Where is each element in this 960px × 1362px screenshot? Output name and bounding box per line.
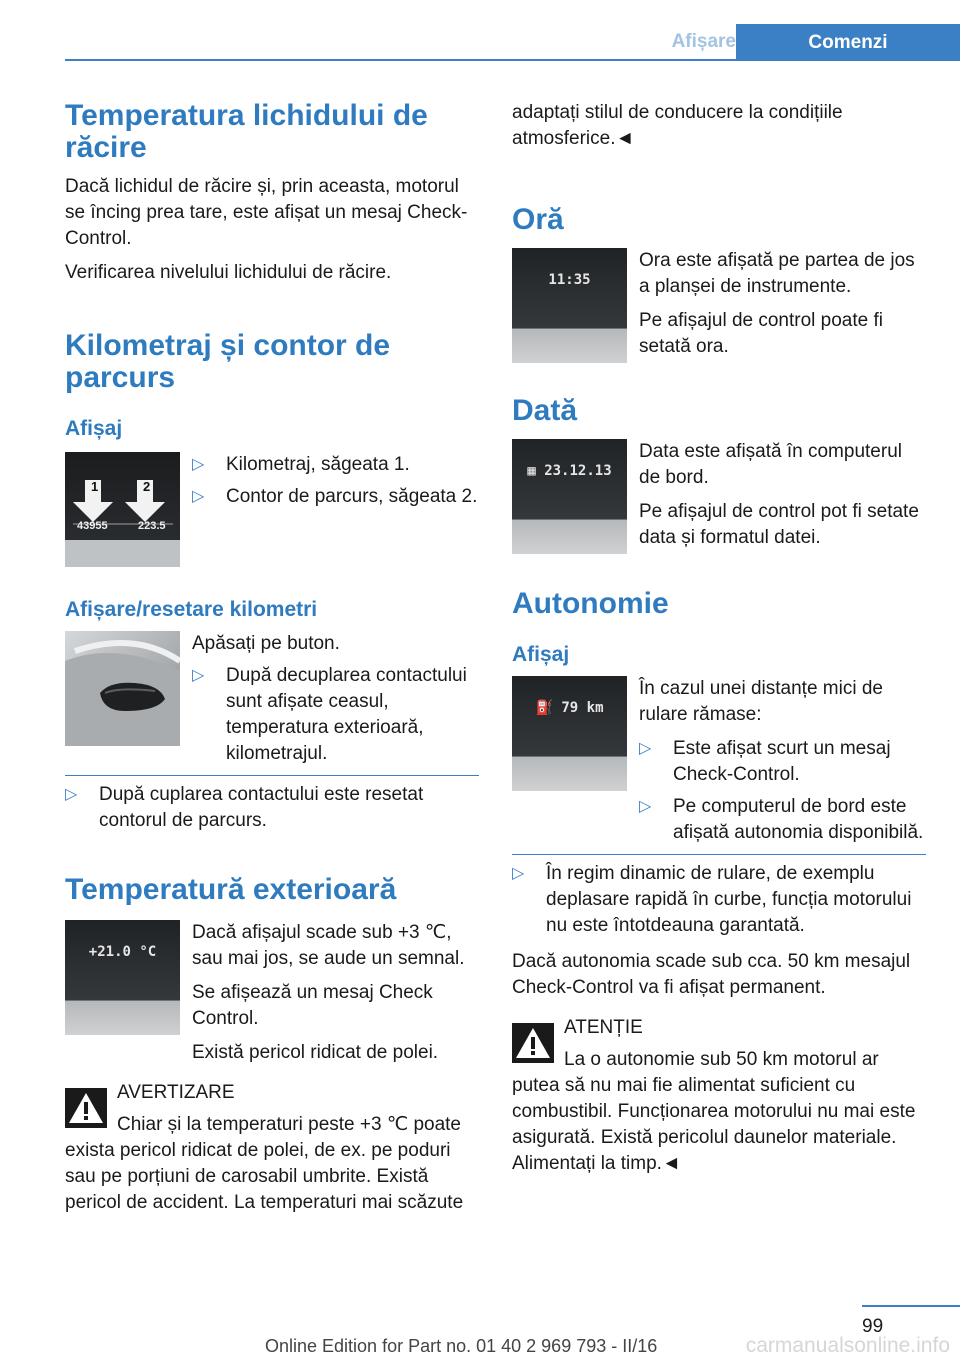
odometer-reset-separator <box>65 775 479 834</box>
odometer-image <box>65 452 180 567</box>
range-list-wide <box>512 861 926 939</box>
date-screen-text: ▦ 23.12.13 <box>527 463 612 479</box>
odometer-reset-p1: Apăsați pe buton. <box>192 633 340 654</box>
page-number: 99 <box>862 1316 884 1337</box>
time-screen <box>512 248 627 363</box>
range-title: Autonomie <box>512 587 669 620</box>
date-title: Dată <box>512 394 578 427</box>
range-separator <box>512 854 926 939</box>
bullet-triangle-icon: ▷ <box>512 865 525 882</box>
odometer-reset-list-wide <box>65 782 479 834</box>
list-item: ▷ Contor de parcurs, săgeata 2. <box>192 484 479 510</box>
outside-temp-row <box>65 920 479 1066</box>
left-column <box>65 100 479 1216</box>
range-p2: Dacă autonomia scade sub cca. 50 km mesajul Check-Control va fi afișat permanent. <box>512 951 911 998</box>
page-header <box>65 24 960 61</box>
odometer-image-total: 43955 <box>77 520 108 532</box>
footer-rule <box>862 1305 960 1307</box>
list-item: ▷ Este afișat scurt un mesaj Check-Control. <box>639 738 891 785</box>
time-p2: Pe afișajul de control poate fi setată ora. <box>639 310 883 357</box>
odometer-image-arrow-2: 2 <box>143 479 151 494</box>
time-row <box>512 248 926 363</box>
reset-button-image <box>65 631 180 746</box>
edition-text: Online Edition for Part no. 01 40 2 969 793 - II/16 <box>265 1336 658 1356</box>
odometer-display-list <box>192 452 479 510</box>
outside-temp-p2: Se afișează un mesaj Check Control. <box>192 982 433 1029</box>
header-rule <box>65 59 960 61</box>
right-column <box>512 100 926 1177</box>
watermark: carmanualsonline.info <box>745 1334 950 1357</box>
time-title: Oră <box>512 203 564 236</box>
bullet-triangle-icon: ▷ <box>192 456 205 473</box>
header-chapter-tab: Comenzi <box>736 24 960 61</box>
coolant-p2: Verificarea nivelului lichidului de răcire. <box>65 262 392 283</box>
range-screen <box>512 676 627 791</box>
bullet-triangle-icon: ▷ <box>192 488 205 505</box>
range-warning-text: La o autonomie sub 50 km motorul ar putea să nu mai fie alimentat suficient cu combustibil. Funcționarea motorului nu mai este asigurată. Există pericolul daunelor materiale. Alimentați la timp.◄ <box>512 1049 916 1174</box>
coolant-p1: Dacă lichidul de răcire și, prin aceasta, motorul se încing prea tare, este afișat un mesaj Check-Control. <box>65 176 468 249</box>
range-heading: Afișaj <box>512 643 570 666</box>
bullet-triangle-icon: ▷ <box>639 798 652 815</box>
list-item: ▷ Kilometraj, săgeata 1. <box>192 452 479 478</box>
list-item: ▷ Pe computerul de bord este afișată autonomia disponibilă. <box>639 796 924 843</box>
outside-temp-p1: Dacă afișajul scade sub +3 ℃, sau mai jos, se aude un semnal. <box>192 922 465 969</box>
outside-temp-p3: Există pericol ridicat de polei. <box>192 1042 439 1063</box>
bullet-triangle-icon: ▷ <box>639 740 652 757</box>
coolant-title: Temperatura lichidului de răcire <box>65 99 428 164</box>
range-warning-heading: ATENȚIE <box>564 1017 643 1038</box>
odometer-image-trip: 223.5 <box>138 520 166 532</box>
date-p1: Data este afișată în computerul de bord. <box>639 441 902 488</box>
date-p2: Pe afișajul de control pot fi setate data și formatul datei. <box>639 501 919 548</box>
list-item: ▷ După cuplarea contactului este resetat contorul de parcurs. <box>65 784 424 831</box>
odometer-reset-list-narrow <box>192 663 479 767</box>
header-section-label: Afișare <box>671 31 736 52</box>
time-screen-text: 11:35 <box>548 272 591 288</box>
outside-temp-screen-text: +21.0 °C <box>88 944 157 960</box>
date-screen <box>512 439 627 554</box>
range-screen-text: ⛽ 79 km <box>535 700 604 716</box>
range-warning <box>512 1015 926 1177</box>
fuel-pump-icon: ⛽ <box>535 700 562 716</box>
odometer-display-heading: Afișaj <box>65 417 123 440</box>
outside-temp-warning-heading: AVERTIZARE <box>117 1082 235 1103</box>
list-item: ▷ După decuplarea contactului sunt afișate ceasul, temperatura exterioară, kilometrajul. <box>192 665 467 764</box>
outside-temp-screen <box>65 920 180 1035</box>
outside-temp-title: Temperatură exterioară <box>65 873 397 906</box>
odometer-image-arrow-1: 1 <box>91 479 99 494</box>
range-list-narrow <box>639 736 926 846</box>
warning-triangle-icon <box>512 1023 554 1063</box>
range-row <box>512 676 926 852</box>
warning-triangle-icon <box>65 1088 107 1128</box>
bullet-triangle-icon: ▷ <box>65 786 78 803</box>
odometer-reset-row <box>65 631 479 773</box>
calendar-icon: ▦ <box>527 463 545 479</box>
time-p1: Ora este afișată pe partea de jos a planșei de instrumente. <box>639 250 915 297</box>
outside-temp-warning <box>65 1080 479 1216</box>
odometer-display-row <box>65 452 479 567</box>
odometer-reset-heading: Afișare/resetare kilometri <box>65 598 318 621</box>
odometer-title: Kilometraj și contor de parcurs <box>65 329 391 394</box>
continued-text: adaptați stilul de conducere la condițiile atmosferice.◄ <box>512 102 843 149</box>
date-row <box>512 439 926 554</box>
list-item: ▷ În regim dinamic de rulare, de exemplu deplasare rapidă în curbe, funcția motorului nu este întotdeauna garantată. <box>512 863 912 936</box>
range-p1: În cazul unei distanțe mici de rulare rămase: <box>639 678 883 725</box>
outside-temp-warning-text: Chiar și la temperaturi peste +3 ℃ poate exista pericol ridicat de polei, de ex. pe poduri sau pe porțiuni de carosabil umbrite. Există pericol de accident. La temperaturi mai scăzute <box>65 1114 464 1213</box>
bullet-triangle-icon: ▷ <box>192 667 205 684</box>
